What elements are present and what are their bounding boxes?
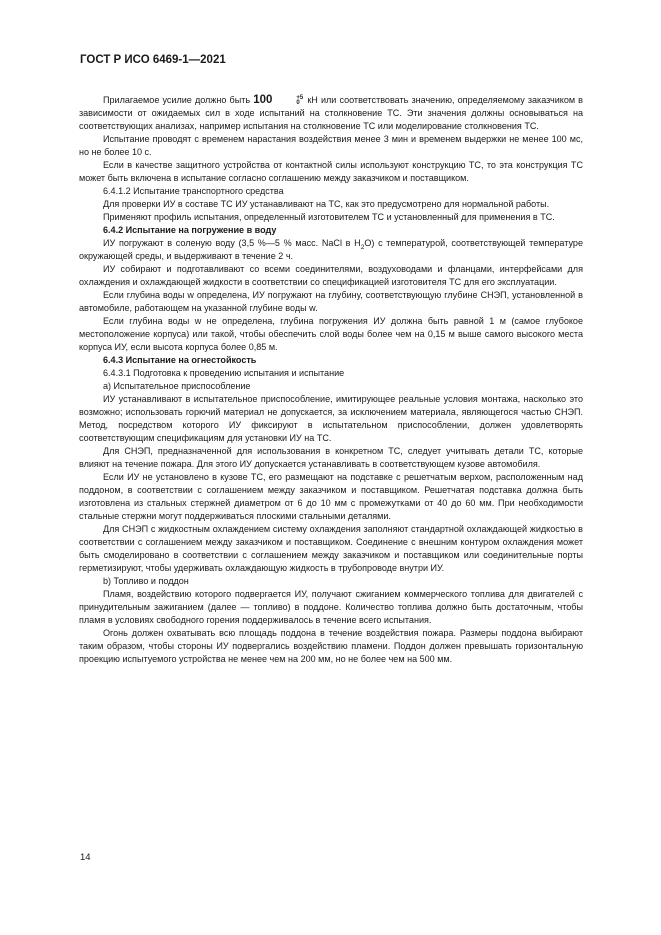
text-run: кН или соответствовать значению, определяемому заказчиком в зависимости от ожидаемых сил в ходе испытаний на столкновение ТС. Эти значения должны основываться на соответствующих анализах, например испытания на столкновение ТС или моделирование столкновения ТС.: [79, 95, 583, 131]
paragraph: Если в качестве защитного устройства от контактной силы используют конструкцию ТС, то эта конструкция ТС может быть включена в испытание согласно соглашению между заказчиком и поставщиком.: [79, 160, 583, 183]
section-heading: 6.4.2 Испытание на погружение в воду: [103, 225, 277, 235]
paragraph: a) Испытательное приспособление: [103, 381, 251, 391]
text-run: ИУ погружают в соленую воду (3,5 %—5 % масс. NaCl в H: [103, 238, 361, 248]
paragraph: Если глубина воды w не определена, глубина погружения ИУ должна быть равной 1 м (самое глубокое местоположение корпуса) или такой, чтобы обеспечить слой воды более чем на 0,15 м выше самого высокого места корпуса ИУ, если высота корпуса более 0,85 м.: [79, 316, 583, 352]
paragraph-group-1: [79, 133, 583, 237]
paragraph: Если глубина воды w определена, ИУ погружают на глубину, соответствующую глубине СНЭП, установленной в автомобиле, работающем на указанной глубине воды w.: [79, 290, 583, 313]
tolerance-lower: 0: [296, 99, 300, 106]
paragraph: Для СНЭП с жидкостным охлаждением систему охлаждения заполняют стандартной охлаждающей жидкостью в соответствии с соглашением между заказчиком и поставщиком. Соединение с внешним контуром охлаждения может быть смоделировано в соответствии с соглашением между заказчиком и поставщиком или соединительные порты герметизируют, чтобы удерживать охлаждающую жидкость в трубопроводе внутри ИУ.: [79, 524, 583, 573]
paragraph: b) Топливо и поддон: [103, 576, 189, 586]
paragraph: ИУ собирают и подготавливают со всеми соединителями, воздуховодами и фланцами, интерфейсами для охлаждения и охлаждающей жидкости в соответствии со спецификацией изготовителя ТС для его эксплуатации.: [79, 264, 583, 287]
paragraph-group-2: [79, 263, 583, 666]
paragraph: Огонь должен охватывать всю площадь поддона в течение воздействия пожара. Размеры поддона выбирают таким образом, чтобы стороны ИУ подвергались воздействию пламени. Поддон должен превышать горизонтальную проекцию испытуемого устройства не менее чем на 200 мм, но не более чем на 500 мм.: [79, 628, 583, 664]
paragraph: Пламя, воздействию которого подвергается ИУ, получают сжиганием коммерческого топлива для двигателей с принудительным зажиганием (далее — топливо) в поддоне. Количество топлива должно быть достаточным, чтобы пламя в условиях свободного горения поддерживалось в течение всего испытания.: [79, 589, 583, 625]
tolerance-upper: +5: [296, 94, 304, 101]
document-header: ГОСТ Р ИСО 6469-1—2021: [80, 54, 226, 66]
page-number: 14: [80, 852, 91, 863]
paragraph: 6.4.3.1 Подготовка к проведению испытания и испытание: [103, 368, 345, 378]
paragraph: Если ИУ не установлено в кузове ТС, его размещают на подставке с решетчатым верхом, расположенным над поддоном, в соответствии с соглашением между заказчиком и поставщиком. Решетчатая подставка должна быть изготовлена из стальных стержней диаметром от 6 до 10 мм с промежутками от 40 до 60 мм. При необходимости стальные стержни могут поддерживаться плоскими стальными деталями.: [79, 472, 583, 521]
paragraph: Для СНЭП, предназначенной для использования в конкретном ТС, следует учитывать детали ТС, которые влияют на течение пожара. Для этого ИУ допускается устанавливать в соответствующем кузове автомобиля.: [79, 446, 583, 469]
force-tolerance: [272, 96, 303, 106]
paragraph-immersion: [79, 237, 583, 263]
paragraph: Применяют профиль испытания, определенный изготовителем ТС и установленный для применения в ТС.: [103, 212, 555, 222]
section-heading: 6.4.3 Испытание на огнестойкость: [103, 355, 257, 365]
force-value: 100: [253, 94, 273, 106]
paragraph: 6.4.1.2 Испытание транспортного средства: [103, 186, 284, 196]
text-run: Прилагаемое усилие должно быть: [103, 95, 254, 105]
paragraph: ИУ устанавливают в испытательное приспособление, имитирующее реальные условия монтажа, насколько это возможно; использовать горючий материал не допускается, за исключением материала, являющегося частью СНЭП. Метод, посредством которого ИУ фиксируют в испытательном приспособлении, должен удовлетворять соответствующим спецификациям для установки ИУ на ТС.: [79, 394, 583, 443]
paragraph: Испытание проводят с временем нарастания воздействия менее 3 мин и временем выдержки не менее 100 мс, но не более 10 с.: [79, 134, 583, 157]
subscript: 2: [360, 243, 365, 251]
text-run: O) с температурой, соответствующей температуре окружающей среды, и выдерживают в течение 2 ч.: [79, 238, 583, 261]
page-body: [79, 94, 583, 666]
paragraph-applied-force: [79, 94, 583, 133]
paragraph: Для проверки ИУ в составе ТС ИУ устанавливают на ТС, как это предусмотрено для нормальной работы.: [103, 199, 550, 209]
